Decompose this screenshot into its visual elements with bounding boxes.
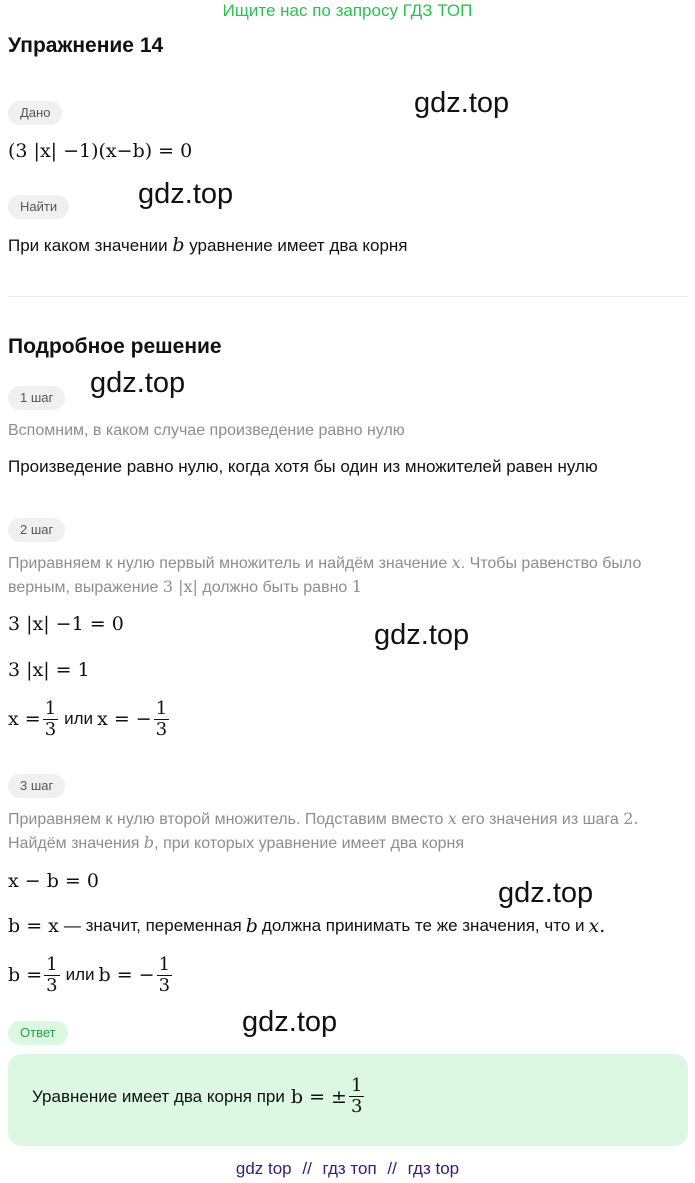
footer-link-gdz-top-mixed[interactable]: гдз top [407, 1159, 460, 1178]
answer-text-label: Уравнение имеет два корня при [32, 1086, 285, 1106]
step2-eq1: 3 |x| −1 = 0 [8, 613, 124, 635]
step2-hint-d: должно быть равно [202, 579, 348, 596]
step2-eq3-rhs: x = − [97, 708, 152, 730]
step3-hint-a: Приравняем к нулю второй множитель. Подставим вместо [8, 811, 444, 828]
step2-or: или [64, 709, 94, 728]
answer-math: b = ± [290, 1085, 347, 1108]
step2-pill: 2 шаг [8, 518, 65, 542]
answer-frac-num: 1 [350, 1075, 363, 1096]
step2-eq2: 3 |x| = 1 [8, 659, 90, 681]
step2-frac1 [43, 699, 58, 740]
step2-hint-line2 [8, 575, 362, 600]
step2-hint-one: 1 [351, 577, 362, 596]
step3-eq2-text-a: — значит, переменная [63, 916, 242, 935]
solution-title: Подробное решение [8, 335, 222, 358]
watermark: gdz.top [498, 877, 594, 909]
footer-separator: // [302, 1159, 312, 1178]
step2-frac1-num: 1 [44, 697, 57, 719]
step3-hint-var: x [447, 809, 457, 828]
step2-frac2 [154, 699, 169, 740]
step2-hint-a: Приравняем к нулю первый множитель и найдём значение [8, 555, 448, 572]
given-equation: (3 |x| −1)(x−b) = 0 [8, 140, 193, 162]
answer-text [32, 1076, 366, 1117]
step3-eq3-rhs: b = − [98, 964, 155, 986]
step2-hint-var: x [451, 553, 461, 572]
watermark: gdz.top [242, 1006, 338, 1038]
step3-eq3-lhs: b = [8, 964, 43, 986]
step3-frac2 [157, 955, 172, 996]
step3-frac2-num: 1 [158, 953, 171, 975]
step3-eq1: x − b = 0 [8, 870, 99, 892]
answer-frac-den: 3 [350, 1096, 363, 1117]
step3-frac1-den: 3 [46, 974, 58, 996]
step3-hint-b: его значения из шага [461, 811, 619, 828]
step2-hint-expr: 3 |x| [162, 577, 198, 596]
step3-frac2-den: 3 [158, 974, 171, 996]
step2-hint-c: верным, выражение [8, 579, 159, 596]
step3-eq3 [8, 952, 174, 998]
step2-frac2-den: 3 [155, 718, 168, 740]
find-text-before: При каком значении [8, 236, 168, 255]
step1-pill: 1 шаг [8, 386, 65, 410]
step3-hint-line1 [8, 807, 638, 832]
step3-hint-d: , при которых уравнение имеет два корня [154, 835, 465, 852]
step3-hint-c: Найдём значения [8, 835, 140, 852]
step2-eq3 [8, 696, 171, 742]
step3-hint-line2 [8, 831, 464, 856]
section-divider [8, 296, 688, 297]
step1-hint: Вспомним, в каком случае произведение равно нулю [8, 422, 405, 439]
footer-link-gdz-top[interactable]: gdz top [235, 1159, 292, 1178]
step3-pill: 3 шаг [8, 774, 65, 798]
footer-separator: // [387, 1159, 397, 1178]
watermark: gdz.top [138, 178, 234, 210]
watermark: gdz.top [414, 87, 510, 119]
find-var: b [172, 234, 185, 256]
find-pill: Найти [8, 195, 69, 219]
step3-eq2 [8, 913, 605, 939]
step2-hint-line1 [8, 551, 641, 576]
step2-eq3-lhs: x = [8, 708, 41, 730]
top-banner[interactable]: Ищите нас по запросу ГДЗ ТОП [222, 1, 473, 20]
step1-text: Произведение равно нулю, когда хотя бы один из множителей равен нулю [8, 457, 598, 476]
watermark: gdz.top [374, 619, 470, 651]
step3-frac1 [44, 955, 59, 996]
answer-frac [349, 1076, 364, 1117]
step3-hint-var2: b [143, 833, 155, 852]
step3-hint-num: 2. [623, 809, 639, 828]
find-text [8, 233, 408, 258]
given-pill: Дано [8, 101, 62, 125]
step3-eq2-var: b [245, 915, 258, 937]
page-title: Упражнение 14 [8, 34, 164, 57]
step3-eq2-math: b = x [8, 915, 59, 937]
find-text-after: уравнение имеет два корня [189, 236, 408, 255]
step2-frac2-num: 1 [155, 697, 168, 719]
step2-hint-b: . Чтобы равенство было [460, 555, 642, 572]
step3-frac1-num: 1 [46, 953, 58, 975]
footer-links [0, 1158, 695, 1180]
step3-or: или [65, 965, 95, 984]
footer-link-gdz-top-ru[interactable]: гдз топ [322, 1159, 377, 1178]
watermark: gdz.top [90, 367, 186, 399]
step3-eq2-var2: x. [588, 915, 606, 937]
step3-eq2-text-b: должна принимать те же значения, что и [261, 916, 585, 935]
answer-pill: Ответ [8, 1021, 68, 1045]
step2-frac1-den: 3 [44, 718, 57, 740]
